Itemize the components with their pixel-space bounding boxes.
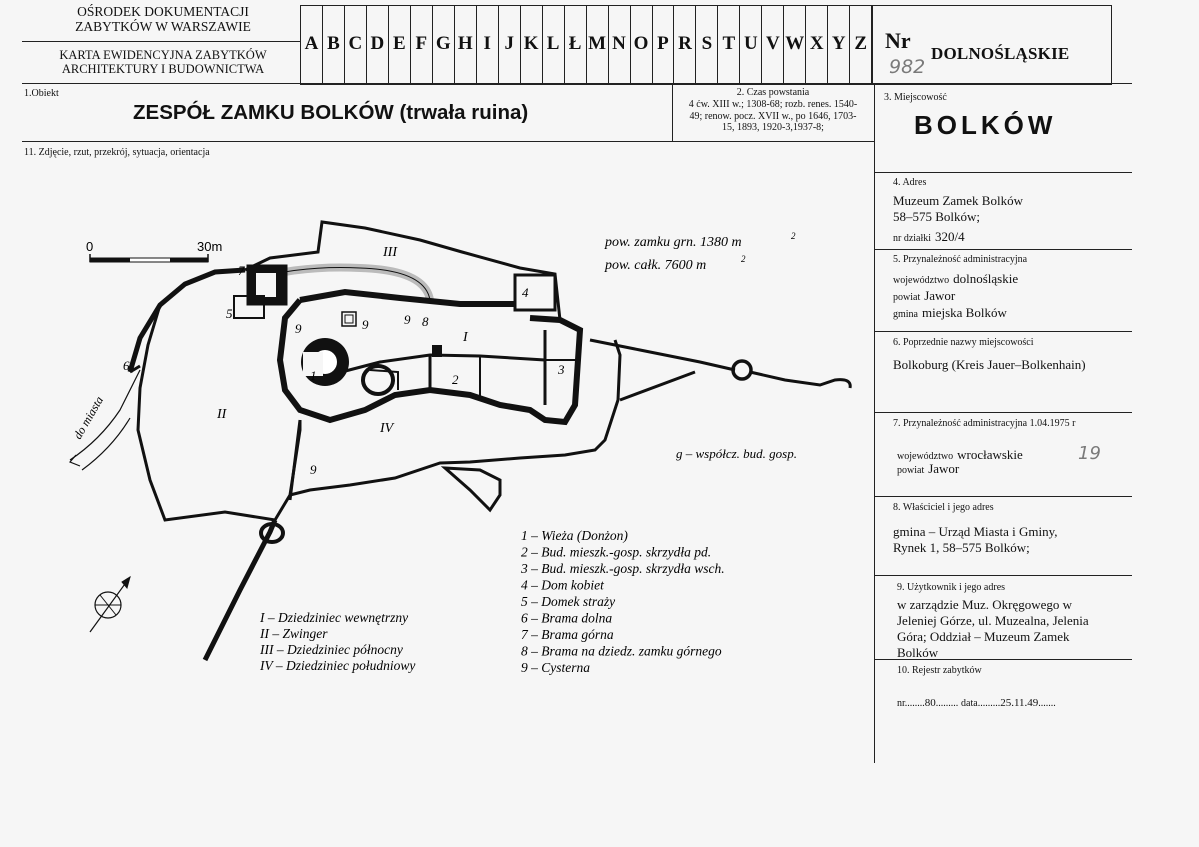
label-g-1: 9 <box>295 321 302 336</box>
right-column-divider <box>874 83 875 763</box>
label-I: I <box>463 330 468 345</box>
outer-walls <box>70 222 850 660</box>
index-letter: T <box>718 6 740 84</box>
legend-number-item: 6 – Brama dolna <box>521 610 613 626</box>
time-line-3: 15, 1893, 1920-3,1937-8; <box>722 122 824 133</box>
label-4: 4 <box>522 285 529 300</box>
label-1: 1 <box>310 368 317 383</box>
admin-commune-value: miejska Bolków <box>922 305 1007 320</box>
index-letter: I <box>477 6 499 84</box>
index-letter: B <box>323 6 345 84</box>
plot-row <box>893 228 965 246</box>
legend-numbers <box>520 528 725 675</box>
admin-commune-label: gmina <box>893 309 918 320</box>
user-line-1: w zarządzie Muz. Okręgowego w <box>897 597 1073 612</box>
index-letter: Z <box>854 33 868 54</box>
legend-number-item: 8 – Brama na dziedz. zamku górnego <box>521 643 722 659</box>
admin1975-county-value: Jawor <box>928 461 960 476</box>
legend-roman-item: I – Dziedziniec wewnętrzny <box>260 610 409 625</box>
time-line-1: 4 ćw. XIII w.; 1308-68; rozb. renes. 1540- <box>688 99 858 110</box>
address-line-1: Muzeum Zamek Bolków <box>893 193 1023 208</box>
index-letter: J <box>499 6 521 84</box>
admin-voiv-row <box>893 270 1018 288</box>
index-letter: L <box>543 6 565 84</box>
admin1975-voiv-label: województwo <box>897 451 954 462</box>
to-town-label: do miasta <box>70 393 107 442</box>
index-letter: X <box>806 6 828 84</box>
index-letter: M <box>587 6 609 84</box>
index-letter: O <box>631 6 653 84</box>
registry-nr-label: nr <box>897 698 905 709</box>
registry-row: nr........80......... data.........25.11.49....... <box>897 697 1056 709</box>
index-letter: D <box>367 6 389 84</box>
label-II: II <box>217 407 227 422</box>
g-note: g – współcz. bud. gosp. <box>676 446 797 461</box>
index-letter: W <box>784 6 806 84</box>
label-5: 5 <box>226 306 233 321</box>
legend-roman <box>259 610 415 673</box>
legend-number-item: 9 – Cysterna <box>521 660 590 675</box>
admin1975-handwritten: 19 <box>1078 443 1101 464</box>
registry-nr-value: 80 <box>924 697 936 709</box>
admin1975-label: 7. Przynależność administracyjna 1.04.1975 r <box>893 418 1076 429</box>
scale-bar <box>86 239 222 262</box>
handwritten-number: 982 <box>889 56 926 78</box>
index-letter: V <box>762 6 784 84</box>
rule-9 <box>874 575 1132 576</box>
admin-county-label: powiat <box>893 292 921 303</box>
index-letter: K <box>521 6 543 84</box>
area-castle: pow. zamku grn. 1380 m <box>605 235 742 250</box>
user-line-4: Bolków <box>897 645 939 660</box>
object-name: ZESPÓŁ ZAMKU BOLKÓW (trwała ruina) <box>133 101 529 124</box>
label-III: III <box>383 245 397 260</box>
admin1975-county-row <box>897 460 959 478</box>
rule-10 <box>874 659 1132 660</box>
legend-roman-item: II – Zwinger <box>260 626 328 641</box>
owner-label: 8. Właściciel i jego adres <box>893 502 994 513</box>
index-letter: C <box>345 6 367 84</box>
rule-4 <box>874 172 1132 173</box>
registry-label: 10. Rejestr zabytków <box>897 665 982 676</box>
index-letter: Ł <box>565 6 587 84</box>
time-line-2: 49; renow. pocz. XVII w., po 1646, 1703- <box>689 110 857 122</box>
place-label: 3. Miejscowość <box>884 92 947 103</box>
rule-8 <box>874 496 1132 497</box>
label-7: 7 <box>238 263 245 278</box>
index-letter: F <box>411 6 433 84</box>
admin-voiv-label: województwo <box>893 275 950 286</box>
index-letter: H <box>455 6 477 84</box>
label-3: 3 <box>558 362 565 377</box>
label-g-2: 9 <box>404 312 411 327</box>
voivodeship-title: DOLNOŚLĄSKIE <box>931 44 1070 63</box>
index-letter: R <box>674 6 696 84</box>
legend-number-item: 1 – Wieża (Donżon) <box>521 528 628 543</box>
user-line-2: Jeleniej Górze, ul. Muzealna, Jelenia <box>897 613 1089 628</box>
label-9-cistern: 9 <box>362 317 369 332</box>
legend-number-item: 7 – Brama górna <box>521 627 614 642</box>
index-letter: P <box>653 6 675 84</box>
legend-number-item: 2 – Bud. mieszk.-gosp. skrzydła pd. <box>521 544 712 560</box>
org-line-2: ZABYTKÓW W WARSZAWIE <box>75 19 251 34</box>
admin1975-voiv-value: wrocławskie <box>957 447 1023 462</box>
label-g-3: 9 <box>310 462 317 477</box>
plot-label: nr działki <box>893 233 932 244</box>
scale-end: 30m <box>197 239 223 254</box>
rule-7 <box>874 412 1132 413</box>
north-arrow-icon <box>90 577 130 632</box>
index-letter: S <box>696 6 718 84</box>
admin-county-row <box>893 287 955 305</box>
index-letter: Y <box>828 6 850 84</box>
address-label: 4. Adres <box>893 177 927 188</box>
registry-date-value: 25.11.49 <box>1000 697 1039 709</box>
index-letter: E <box>389 6 411 84</box>
nr-label: Nr <box>885 28 911 53</box>
user-line-3: Góra; Oddział – Muzeum Zamek <box>897 629 1070 644</box>
object-label: 1.Obiekt <box>24 88 59 99</box>
place-name: BOLKÓW <box>914 110 1057 140</box>
admin1975-county-label: powiat <box>897 465 925 476</box>
card-line-2: ARCHITEKTURY I BUDOWNICTWA <box>61 62 265 76</box>
address-line-2: 58–575 Bolków; <box>893 209 981 224</box>
admin-commune-row <box>893 304 1007 322</box>
legend-number-item: 4 – Dom kobiet <box>521 577 604 593</box>
label-6: 6 <box>123 358 130 373</box>
scale-start: 0 <box>86 239 94 254</box>
label-2: 2 <box>452 372 459 387</box>
index-letter: N <box>609 6 631 84</box>
user-label: 9. Użytkownik i jego adres <box>897 582 1006 593</box>
index-letter: G <box>433 6 455 84</box>
area-total: pow. całk. 7600 m <box>605 258 707 273</box>
legend-number-item: 3 – Bud. mieszk.-gosp. skrzydła wsch. <box>521 561 725 576</box>
plot-value: 320/4 <box>935 229 965 244</box>
rule-6 <box>874 331 1132 332</box>
time-label: 2. Czas powstania <box>736 87 810 98</box>
rule-5 <box>874 249 1132 250</box>
admin-label: 5. Przynależność administracyjna <box>893 254 1028 265</box>
photo-label: 11. Zdjęcie, rzut, przekrój, sytuacja, orientacja <box>24 147 210 158</box>
legend-roman-item: IV – Dziedziniec południowy <box>260 658 416 673</box>
owner-line-2: Rynek 1, 58–575 Bolków; <box>893 540 1030 555</box>
former-label: 6. Poprzednie nazwy miejscowości <box>893 337 1034 348</box>
label-IV: IV <box>380 421 394 436</box>
former-value: Bolkoburg (Kreis Jauer–Bolkenhain) <box>893 357 1086 372</box>
registry-date-label: data <box>961 698 978 709</box>
legend-number-item: 5 – Domek straży <box>521 594 616 609</box>
owner-line-1: gmina – Urząd Miasta i Gminy, <box>893 524 1058 539</box>
index-letter: U <box>740 6 762 84</box>
admin-county-value: Jawor <box>924 288 956 303</box>
admin-voiv-value: dolnośląskie <box>953 271 1019 286</box>
label-8: 8 <box>422 314 429 329</box>
card-line-1: KARTA EWIDENCYJNA ZABYTKÓW <box>59 48 267 62</box>
legend-roman-item: III – Dziedziniec północny <box>260 642 403 657</box>
area-castle-sup: 2 <box>791 231 796 241</box>
number-box <box>872 5 1112 85</box>
index-letter: A <box>301 6 323 84</box>
org-line-1: OŚRODEK DOKUMENTACJI <box>77 4 249 19</box>
area-total-sup: 2 <box>741 254 746 264</box>
